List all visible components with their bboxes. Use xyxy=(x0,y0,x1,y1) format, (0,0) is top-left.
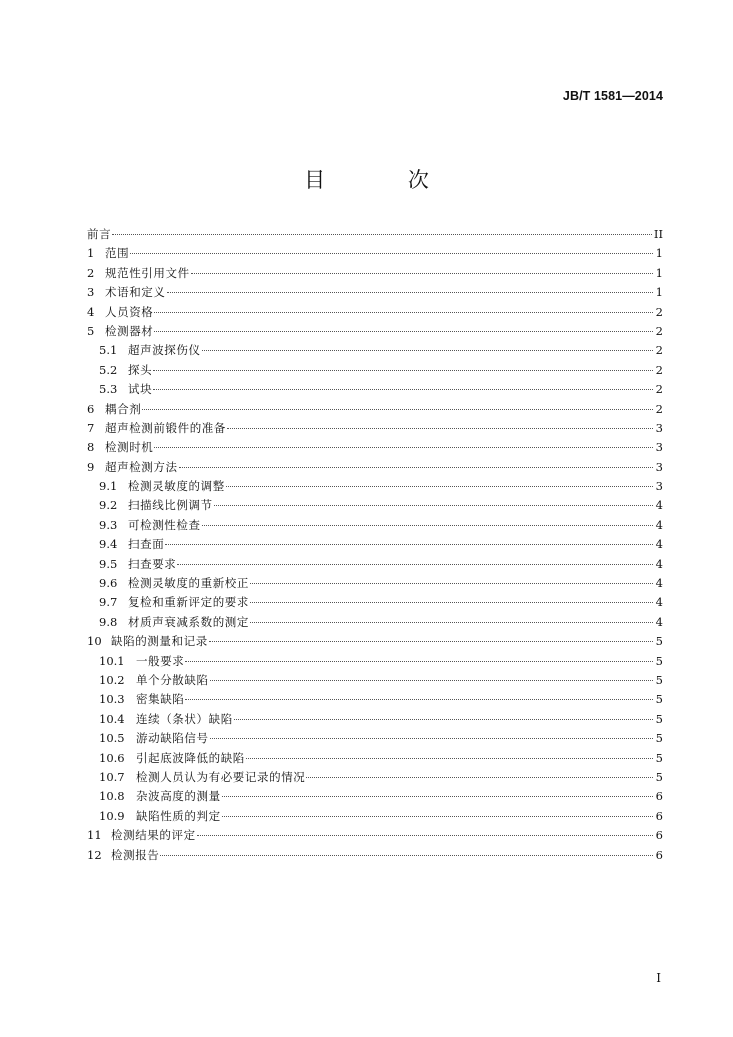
toc-entry-number: 9.1 xyxy=(99,479,118,494)
toc-entry[interactable] xyxy=(87,826,663,845)
dot-leader xyxy=(177,564,653,565)
toc-entry-page: 5 xyxy=(655,672,663,687)
toc-entry[interactable] xyxy=(87,361,663,380)
toc-entry[interactable] xyxy=(87,807,663,826)
dot-leader xyxy=(179,467,653,468)
toc-entry-page: 6 xyxy=(655,847,663,862)
toc-entry[interactable] xyxy=(87,690,663,709)
dot-leader xyxy=(227,428,653,429)
toc-entry-number: 6 xyxy=(87,401,95,416)
toc-entry-label: 检测结果的评定 xyxy=(111,828,196,843)
toc-entry-page: 1 xyxy=(655,285,663,300)
toc-entry-label: 检测器材 xyxy=(105,323,154,338)
toc-entry-number: 5.1 xyxy=(99,343,118,358)
toc-entry[interactable] xyxy=(87,400,663,419)
toc-entry-page: 4 xyxy=(655,517,663,532)
toc-entry-number: 10.6 xyxy=(99,750,125,765)
toc-entry[interactable] xyxy=(87,613,663,632)
toc-entry-label: 一般要求 xyxy=(136,653,185,668)
dot-leader xyxy=(210,680,653,681)
dot-leader xyxy=(197,835,653,836)
standard-code: JB/T 1581—2014 xyxy=(562,89,663,103)
toc-entry-number: 4 xyxy=(87,304,95,319)
dot-leader xyxy=(142,409,653,410)
toc-entry-label: 超声检测方法 xyxy=(105,459,178,474)
dot-leader xyxy=(154,331,653,332)
toc-entry[interactable] xyxy=(87,574,663,593)
toc-entry-number: 10.3 xyxy=(99,692,125,707)
toc-entry-number: 5.3 xyxy=(99,382,118,397)
toc-entry-number: 9.3 xyxy=(99,517,118,532)
toc-entry-label: 范围 xyxy=(105,246,130,261)
toc-entry-page: 1 xyxy=(655,246,663,261)
dot-leader xyxy=(306,777,653,778)
dot-leader xyxy=(154,447,653,448)
toc-entry[interactable] xyxy=(87,225,663,244)
toc-entry[interactable] xyxy=(87,787,663,806)
dot-leader xyxy=(250,583,653,584)
page-title: 目 次 xyxy=(304,168,467,192)
toc-entry-number: 12 xyxy=(87,847,102,862)
toc-entry-page: 4 xyxy=(655,498,663,513)
dot-leader xyxy=(202,350,653,351)
dot-leader xyxy=(246,758,653,759)
toc-entry[interactable] xyxy=(87,380,663,399)
dot-leader xyxy=(234,719,653,720)
dot-leader xyxy=(210,738,653,739)
toc-entry-page: 2 xyxy=(655,362,663,377)
toc-entry[interactable] xyxy=(87,632,663,651)
toc-entry-page: 6 xyxy=(655,808,663,823)
toc-entry-number: 1 xyxy=(87,246,95,261)
toc-entry-number: 9.8 xyxy=(99,614,118,629)
toc-entry-number: 10.8 xyxy=(99,789,125,804)
toc-entry[interactable] xyxy=(87,438,663,457)
toc-entry[interactable] xyxy=(87,283,663,302)
toc-entry-page: 4 xyxy=(655,556,663,571)
toc-entry-label: 可检测性检查 xyxy=(128,517,201,532)
toc-entry-number: 8 xyxy=(87,440,95,455)
toc-entry[interactable] xyxy=(87,846,663,865)
toc-entry-label: 游动缺陷信号 xyxy=(136,731,209,746)
toc-entry-page: 5 xyxy=(655,711,663,726)
toc-entry-page: II xyxy=(653,227,663,241)
dot-leader xyxy=(185,661,653,662)
toc-entry[interactable] xyxy=(87,671,663,690)
dot-leader xyxy=(130,253,653,254)
dot-leader xyxy=(222,796,653,797)
toc-entry[interactable] xyxy=(87,535,663,554)
toc-entry-label: 引起底波降低的缺陷 xyxy=(136,750,245,765)
dot-leader xyxy=(250,622,653,623)
toc-entry[interactable] xyxy=(87,496,663,515)
toc-entry-number: 10.7 xyxy=(99,769,125,784)
toc-entry[interactable] xyxy=(87,749,663,768)
toc-entry-page: 2 xyxy=(655,382,663,397)
toc-entry-number: 9.6 xyxy=(99,576,118,591)
toc-entry[interactable] xyxy=(87,555,663,574)
toc-entry-label: 缺陷性质的判定 xyxy=(136,808,221,823)
dot-leader xyxy=(191,273,653,274)
dot-leader xyxy=(167,292,654,293)
toc-entry[interactable] xyxy=(87,477,663,496)
dot-leader xyxy=(250,602,653,603)
toc-entry[interactable] xyxy=(87,516,663,535)
toc-entry[interactable] xyxy=(87,768,663,787)
toc-entry-page: 2 xyxy=(655,343,663,358)
toc-entry-label: 超声波探伤仪 xyxy=(128,343,201,358)
toc-entry-number: 5 xyxy=(87,323,95,338)
toc-entry-page: 4 xyxy=(655,576,663,591)
toc-entry-number: 10.9 xyxy=(99,808,125,823)
toc-entry[interactable] xyxy=(87,244,663,263)
toc-entry[interactable] xyxy=(87,264,663,283)
toc-entry[interactable] xyxy=(87,710,663,729)
toc-entry-label: 人员资格 xyxy=(105,304,154,319)
toc-entry-label: 试块 xyxy=(128,382,153,397)
toc-entry-number: 9.5 xyxy=(99,556,118,571)
toc-entry-number: 9.2 xyxy=(99,498,118,513)
toc-entry-label: 探头 xyxy=(128,362,153,377)
toc-entry-number: 10.5 xyxy=(99,731,125,746)
toc-entry-label: 扫描线比例调节 xyxy=(128,498,213,513)
toc-entry-page: 5 xyxy=(655,750,663,765)
toc-entry-page: 3 xyxy=(655,459,663,474)
toc-entry[interactable] xyxy=(87,322,663,341)
toc-entry[interactable] xyxy=(87,652,663,671)
toc-entry[interactable] xyxy=(87,341,663,360)
toc-entry-label: 缺陷的测量和记录 xyxy=(111,634,208,649)
dot-leader xyxy=(214,505,653,506)
toc-entry-number: 10.4 xyxy=(99,711,125,726)
toc-entry-number: 2 xyxy=(87,265,95,280)
toc-entry-number: 9.4 xyxy=(99,537,118,552)
toc-entry[interactable] xyxy=(87,303,663,322)
toc-entry-label: 扫查要求 xyxy=(128,556,177,571)
toc-entry-label: 扫查面 xyxy=(128,537,165,552)
toc-entry-page: 5 xyxy=(655,731,663,746)
toc-entry-page: 5 xyxy=(655,653,663,668)
dot-leader xyxy=(226,486,653,487)
toc-entry-label: 检测报告 xyxy=(111,847,160,862)
toc-entry[interactable] xyxy=(87,458,663,477)
toc-entry-page: 4 xyxy=(655,614,663,629)
toc-entry-page: 3 xyxy=(655,420,663,435)
table-of-contents xyxy=(87,225,663,865)
toc-entry-number: 10.1 xyxy=(99,653,125,668)
toc-entry-label: 密集缺陷 xyxy=(136,692,185,707)
toc-entry-page: 5 xyxy=(655,692,663,707)
toc-entry-label: 材质声衰减系数的测定 xyxy=(128,614,249,629)
toc-entry[interactable] xyxy=(87,729,663,748)
toc-entry-page: 4 xyxy=(655,537,663,552)
dot-leader xyxy=(112,234,652,235)
toc-entry-page: 2 xyxy=(655,304,663,319)
toc-entry-page: 6 xyxy=(655,789,663,804)
toc-entry-label: 杂波高度的测量 xyxy=(136,789,221,804)
toc-entry-page: 3 xyxy=(655,440,663,455)
dot-leader xyxy=(160,855,653,856)
toc-entry-page: 5 xyxy=(655,634,663,649)
toc-entry-number: 11 xyxy=(87,828,102,843)
toc-entry-page: 2 xyxy=(655,401,663,416)
toc-entry-label: 检测时机 xyxy=(105,440,154,455)
toc-entry-label: 连续（条状）缺陷 xyxy=(136,711,233,726)
dot-leader xyxy=(153,389,653,390)
toc-entry-label: 单个分散缺陷 xyxy=(136,672,209,687)
toc-entry-label: 超声检测前锻件的准备 xyxy=(105,420,226,435)
toc-entry-number: 5.2 xyxy=(99,362,118,377)
toc-entry-label: 前言 xyxy=(87,227,112,241)
page-number: I xyxy=(656,971,661,985)
toc-entry-page: 4 xyxy=(655,595,663,610)
dot-leader xyxy=(222,816,653,817)
dot-leader xyxy=(154,312,653,313)
dot-leader xyxy=(165,544,653,545)
dot-leader xyxy=(153,370,653,371)
toc-entry-page: 1 xyxy=(655,265,663,280)
toc-entry[interactable] xyxy=(87,419,663,438)
toc-entry-page: 6 xyxy=(655,828,663,843)
toc-entry-number: 7 xyxy=(87,420,95,435)
toc-entry-number: 3 xyxy=(87,285,95,300)
toc-entry-page: 2 xyxy=(655,323,663,338)
toc-entry-number: 10 xyxy=(87,634,102,649)
toc-entry-label: 复检和重新评定的要求 xyxy=(128,595,249,610)
toc-entry-label: 耦合剂 xyxy=(105,401,142,416)
toc-entry-page: 3 xyxy=(655,479,663,494)
toc-entry-label: 检测人员认为有必要记录的情况 xyxy=(136,769,306,784)
toc-entry-label: 术语和定义 xyxy=(105,285,166,300)
dot-leader xyxy=(202,525,653,526)
toc-entry-number: 10.2 xyxy=(99,672,125,687)
toc-entry-number: 9 xyxy=(87,459,95,474)
toc-entry-page: 5 xyxy=(655,769,663,784)
toc-entry-label: 检测灵敏度的重新校正 xyxy=(128,576,249,591)
toc-entry-number: 9.7 xyxy=(99,595,118,610)
toc-entry-label: 规范性引用文件 xyxy=(105,265,190,280)
toc-entry[interactable] xyxy=(87,593,663,612)
dot-leader xyxy=(185,699,653,700)
toc-entry-label: 检测灵敏度的调整 xyxy=(128,479,225,494)
dot-leader xyxy=(209,641,653,642)
